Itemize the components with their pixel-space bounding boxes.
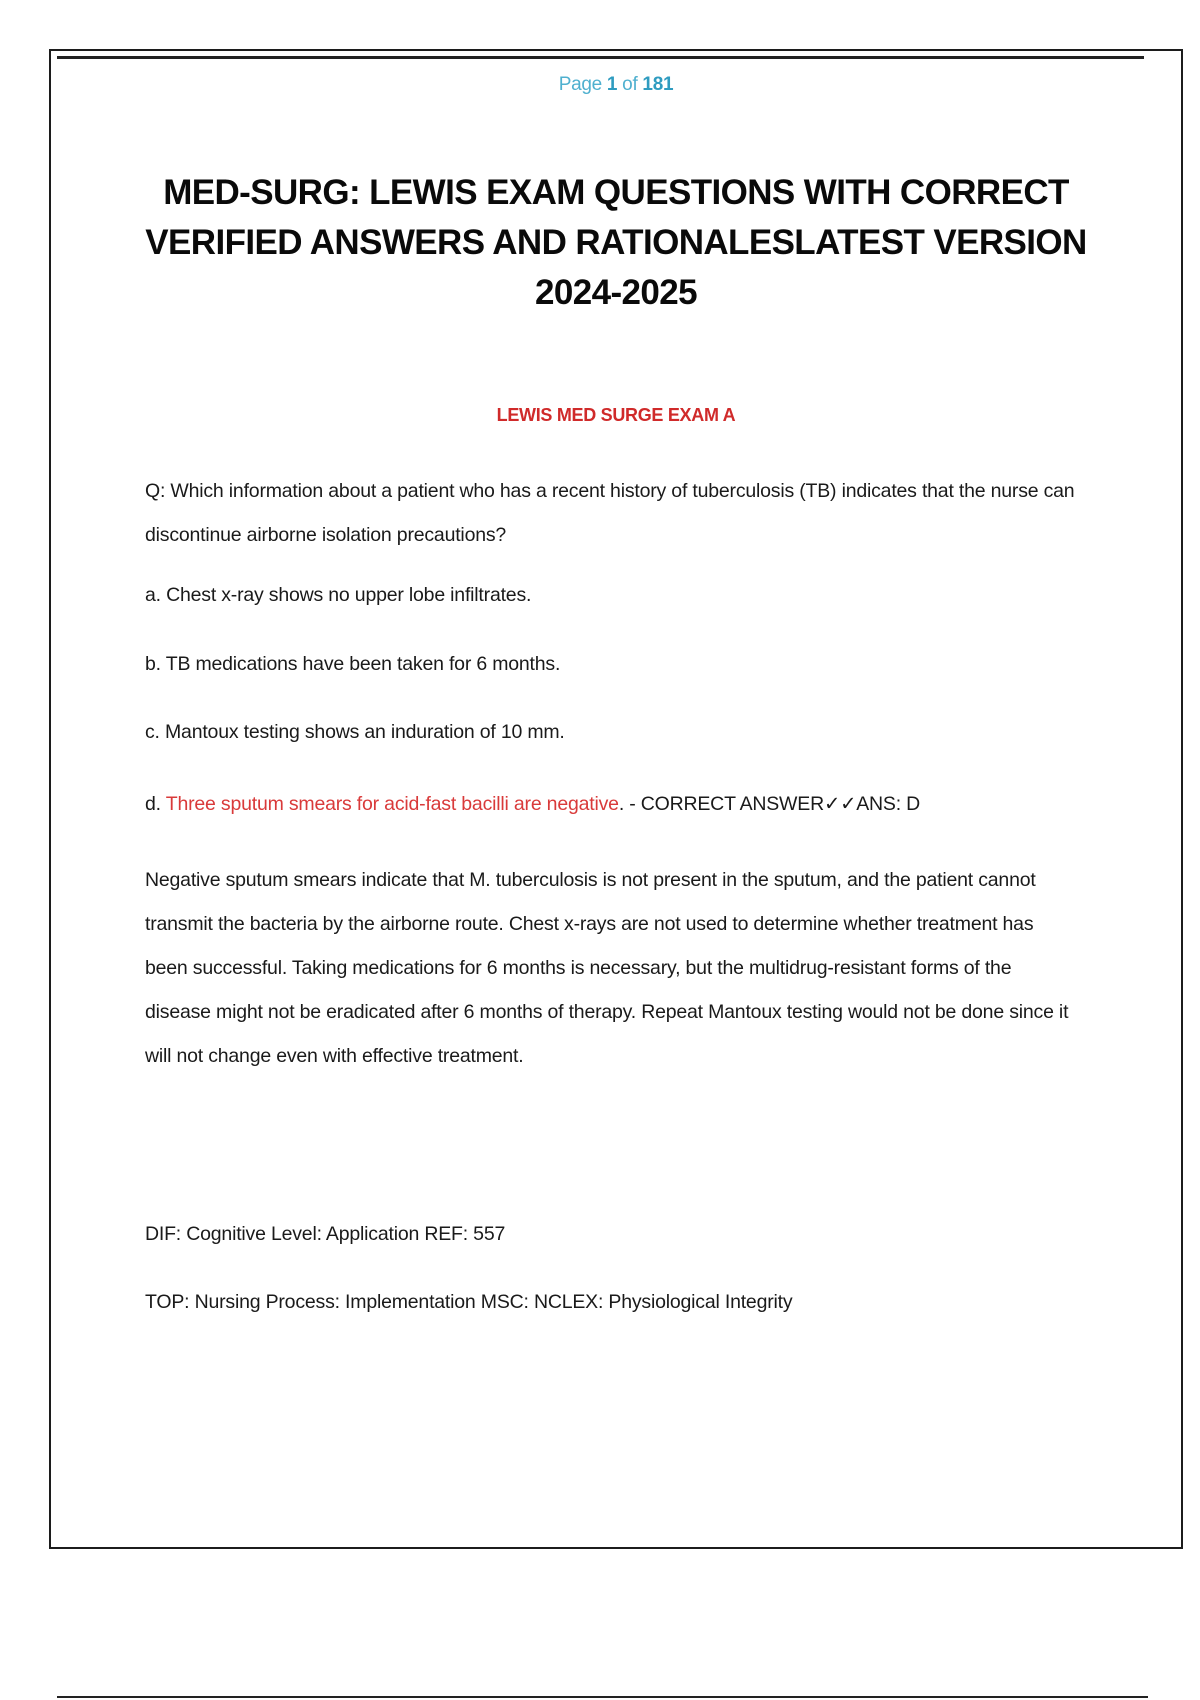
option-c: [145, 720, 565, 744]
rationale-text: Negative sputum smears indicate that M. tuberculosis is not present in the sputum, and the patient cannot transmit the bacteria by the airborne route. Chest x-rays are not used to determine whether treatment has been successful. Taking medications for 6 months is necessary, but the multidrug-resistant forms of the disease might not be eradicated after 6 months of therapy. Repeat Mantoux testing would not be done since it will not change even with effective treatment.: [145, 869, 1069, 1067]
document-title: MED-SURG: LEWIS EXAM QUESTIONS WITH CORRECT VERIFIED ANSWERS AND RATIONALESLATEST VERSION 2024-2025: [145, 173, 1087, 312]
option-text: TB medications have been taken for 6 months.: [165, 653, 561, 675]
correct-answer-label: . - CORRECT ANSWER✓✓ANS: D: [618, 793, 921, 815]
option-letter: c.: [145, 721, 165, 743]
next-page-rule: [57, 1696, 1148, 1698]
question-text: Q: Which information about a patient who has a recent history of tuberculosis (TB) indicates that the nurse can discontinue airborne isolation precautions?: [145, 480, 1075, 546]
meta-difficulty: DIF: Cognitive Level: Application REF: 557: [145, 1223, 506, 1245]
option-letter: a.: [145, 584, 167, 606]
page-number: [0, 74, 1200, 96]
option-text: Mantoux testing shows an induration of 10 mm.: [165, 721, 565, 743]
correct-answer-text: Three sputum smears for acid-fast bacilli are negative: [165, 793, 619, 815]
page-current: 1: [606, 74, 618, 95]
meta-topic: TOP: Nursing Process: Implementation MSC: NCLEX: Physiological Integrity: [145, 1291, 793, 1313]
header-rule: [57, 56, 1144, 59]
option-d-correct: [145, 792, 920, 816]
page-of-label: of: [617, 74, 643, 95]
option-letter: d.: [145, 793, 166, 815]
option-letter: b.: [145, 653, 166, 675]
page-label: Page: [558, 74, 607, 95]
option-b: [145, 652, 560, 676]
option-a: [145, 583, 531, 607]
section-title: LEWIS MED SURGE EXAM A: [496, 405, 736, 425]
option-text: Chest x-ray shows no upper lobe infiltrates.: [166, 584, 532, 606]
page-total: 181: [642, 74, 674, 95]
